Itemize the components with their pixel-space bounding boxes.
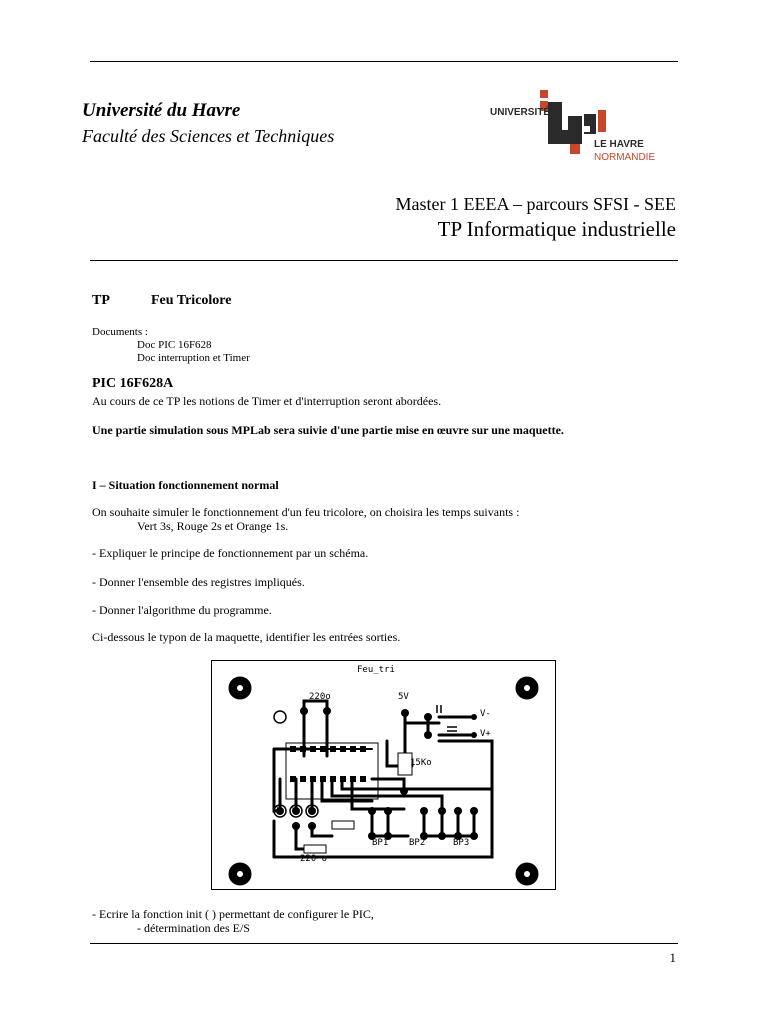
header-rule — [90, 260, 678, 261]
university-name: Université du Havre — [82, 100, 241, 121]
university-logo — [490, 88, 680, 170]
logo-text-lehavre: LE HAVRE — [594, 139, 644, 150]
typon-text: Ci-dessous le typon de la maquette, identifier les entrées sorties. — [92, 630, 401, 644]
pic-intro: Au cours de ce TP les notions de Timer et d'interruption seront abordées. — [92, 394, 442, 408]
pcb-label-r1: 220o — [309, 692, 331, 702]
pic-title: PIC 16F628A — [92, 376, 174, 391]
faculty-name: Faculté des Sciences et Techniques — [82, 126, 335, 146]
tp-label: TP — [92, 293, 110, 308]
page-number: 1 — [669, 950, 676, 965]
footer-rule — [90, 943, 678, 944]
logo-text-normandie: NORMANDIE — [594, 152, 656, 163]
pcb-title: Feu_tri — [357, 665, 395, 675]
pcb-typon-figure — [211, 660, 556, 890]
init-text: - Ecrire la fonction init ( ) permettant de configurer le PIC, — [92, 907, 374, 921]
pcb-label-vplus: V+ — [480, 729, 491, 739]
tp-name: Feu Tricolore — [151, 293, 232, 308]
pcb-label-vminus: V- — [480, 709, 491, 719]
course-title: TP Informatique industrielle — [437, 217, 676, 241]
pcb-label-r2: 15Ko — [410, 758, 432, 768]
documents-heading: Documents : — [92, 326, 148, 338]
logo-text-universite: UNIVERSITÉ — [490, 107, 551, 118]
document-item: Doc interruption et Timer — [137, 352, 250, 364]
timings-text: Vert 3s, Rouge 2s et Orange 1s. — [137, 519, 289, 533]
pcb-label-r3: 220 o — [300, 854, 328, 864]
pcb-led-label: V — [276, 804, 281, 813]
task-item: - Expliquer le principe de fonctionnement par un schéma. — [92, 546, 369, 560]
task-item: - Donner l'ensemble des registres impliqués. — [92, 575, 305, 589]
top-rule — [90, 61, 678, 62]
pcb-button-label: BP2 — [409, 838, 426, 848]
pcb-button-label: BP1 — [372, 838, 389, 848]
simulation-note: Une partie simulation sous MPLab sera suivie d'une partie mise en œuvre sur une maquette. — [92, 423, 564, 437]
pcb-label-5v: 5V — [398, 692, 409, 702]
init-subtext: - détermination des E/S — [137, 921, 250, 935]
pcb-led-label: R — [308, 804, 313, 813]
program-title: Master 1 EEEA – parcours SFSI - SEE — [395, 194, 676, 214]
pcb-led-label: O — [292, 804, 297, 813]
section-paragraph: On souhaite simuler le fonctionnement d'un feu tricolore, on choisira les temps suivants : — [92, 505, 520, 519]
task-item: - Donner l'algorithme du programme. — [92, 603, 272, 617]
section-heading: I – Situation fonctionnement normal — [92, 478, 279, 492]
pcb-drawing — [212, 661, 555, 889]
pcb-button-label: BP3 — [453, 838, 470, 848]
document-item: Doc PIC 16F628 — [137, 339, 212, 351]
